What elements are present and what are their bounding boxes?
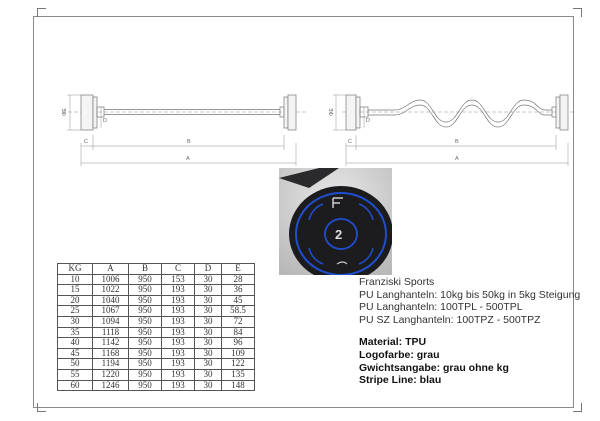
table-cell: 60 <box>58 380 93 391</box>
table-cell: 45 <box>222 295 255 306</box>
table-row <box>58 274 255 285</box>
table-cell: 193 <box>162 295 195 306</box>
table-cell: 148 <box>222 380 255 391</box>
product-photo <box>279 168 392 275</box>
table-cell: 10 <box>58 274 93 285</box>
table-row <box>58 359 255 370</box>
info-line-2: PU Langhanteln: 100TPL - 500TPL <box>359 301 523 314</box>
straight-bar-dim-e: ΦE <box>62 107 69 117</box>
table-cell: 950 <box>129 359 162 370</box>
table-cell: 50 <box>58 359 93 370</box>
table-cell: 1194 <box>93 359 129 370</box>
table-cell: 15 <box>58 285 93 296</box>
table-cell: 84 <box>222 327 255 338</box>
straight-bar-dim-d: D <box>103 118 107 124</box>
brand-name: Franziski Sports <box>359 276 435 288</box>
table-row <box>58 295 255 306</box>
straight-bar-dim-a: A <box>186 156 190 162</box>
header-c: C <box>162 264 195 275</box>
spec-table <box>57 263 255 391</box>
straight-bar-dim-c: C <box>84 139 88 145</box>
table-cell: 193 <box>162 338 195 349</box>
table-cell: 193 <box>162 316 195 327</box>
info-line-1: PU Langhanteln: 10kg bis 50kg in 5kg Steigung <box>359 288 581 301</box>
ez-bar-dim-e: ΦE <box>329 107 336 117</box>
table-cell: 35 <box>58 327 93 338</box>
table-cell: 1022 <box>93 285 129 296</box>
table-cell: 193 <box>162 359 195 370</box>
table-cell: 30 <box>58 316 93 327</box>
header-a: A <box>93 264 129 275</box>
info-line-3: PU SZ Langhanteln: 100TPZ - 500TPZ <box>359 313 541 326</box>
table-row <box>58 348 255 359</box>
plate-number: 2 <box>335 227 343 242</box>
table-cell: 1040 <box>93 295 129 306</box>
ez-bar-dim-b: B <box>455 139 459 145</box>
header-d: D <box>195 264 222 275</box>
table-cell: 950 <box>129 380 162 391</box>
table-cell: 30 <box>195 338 222 349</box>
table-row <box>58 369 255 380</box>
table-row <box>58 285 255 296</box>
weight-spec-label: Gwichtsangabe: grau ohne kg <box>359 361 509 374</box>
table-row <box>58 316 255 327</box>
stripe-line-label: Stripe Line: blau <box>359 374 442 387</box>
table-cell: 193 <box>162 380 195 391</box>
table-cell: 1246 <box>93 380 129 391</box>
table-cell: 950 <box>129 316 162 327</box>
table-cell: 30 <box>195 348 222 359</box>
table-cell: 30 <box>195 316 222 327</box>
table-cell: 1067 <box>93 306 129 317</box>
table-cell: 122 <box>222 359 255 370</box>
header-e: E <box>222 264 255 275</box>
table-cell: 72 <box>222 316 255 327</box>
table-cell: 950 <box>129 274 162 285</box>
ez-bar-dim-a: A <box>455 156 459 162</box>
table-cell: 135 <box>222 369 255 380</box>
table-row <box>58 380 255 391</box>
table-cell: 28 <box>222 274 255 285</box>
logo-color-label: Logofarbe: grau <box>359 348 440 361</box>
table-cell: 1006 <box>93 274 129 285</box>
table-cell: 950 <box>129 369 162 380</box>
product-info <box>359 276 580 387</box>
table-cell: 193 <box>162 369 195 380</box>
table-cell: 193 <box>162 285 195 296</box>
table-cell: 193 <box>162 306 195 317</box>
table-cell: 30 <box>195 369 222 380</box>
table-cell: 30 <box>195 295 222 306</box>
header-kg: KG <box>58 264 93 275</box>
table-cell: 30 <box>195 274 222 285</box>
table-cell: 153 <box>162 274 195 285</box>
table-cell: 1220 <box>93 369 129 380</box>
ez-bar-dim-c: C <box>348 139 352 145</box>
table-cell: 40 <box>58 338 93 349</box>
table-cell: 193 <box>162 348 195 359</box>
table-cell: 950 <box>129 295 162 306</box>
header-b: B <box>129 264 162 275</box>
table-cell: 36 <box>222 285 255 296</box>
table-header-row <box>58 264 255 275</box>
table-cell: 1168 <box>93 348 129 359</box>
table-cell: 30 <box>195 380 222 391</box>
table-cell: 30 <box>195 285 222 296</box>
table-cell: 55 <box>58 369 93 380</box>
table-cell: 950 <box>129 327 162 338</box>
straight-bar-drawing <box>62 95 308 166</box>
table-row <box>58 306 255 317</box>
table-cell: 109 <box>222 348 255 359</box>
table-cell: 950 <box>129 338 162 349</box>
spec-table-body <box>58 274 255 391</box>
table-cell: 30 <box>195 327 222 338</box>
ez-bar-drawing <box>333 95 575 166</box>
table-cell: 950 <box>129 306 162 317</box>
table-cell: 1094 <box>93 316 129 327</box>
table-cell: 96 <box>222 338 255 349</box>
ez-bar-dim-d: D <box>366 118 370 124</box>
table-row <box>58 327 255 338</box>
table-row <box>58 338 255 349</box>
material-label: Material: TPU <box>359 336 427 349</box>
table-cell: 30 <box>195 306 222 317</box>
table-cell: 1142 <box>93 338 129 349</box>
table-cell: 193 <box>162 327 195 338</box>
table-cell: 1118 <box>93 327 129 338</box>
straight-bar-dim-b: B <box>187 139 191 145</box>
table-cell: 20 <box>58 295 93 306</box>
table-cell: 58.5 <box>222 306 255 317</box>
table-cell: 950 <box>129 348 162 359</box>
table-cell: 950 <box>129 285 162 296</box>
table-cell: 45 <box>58 348 93 359</box>
table-cell: 25 <box>58 306 93 317</box>
table-cell: 30 <box>195 359 222 370</box>
